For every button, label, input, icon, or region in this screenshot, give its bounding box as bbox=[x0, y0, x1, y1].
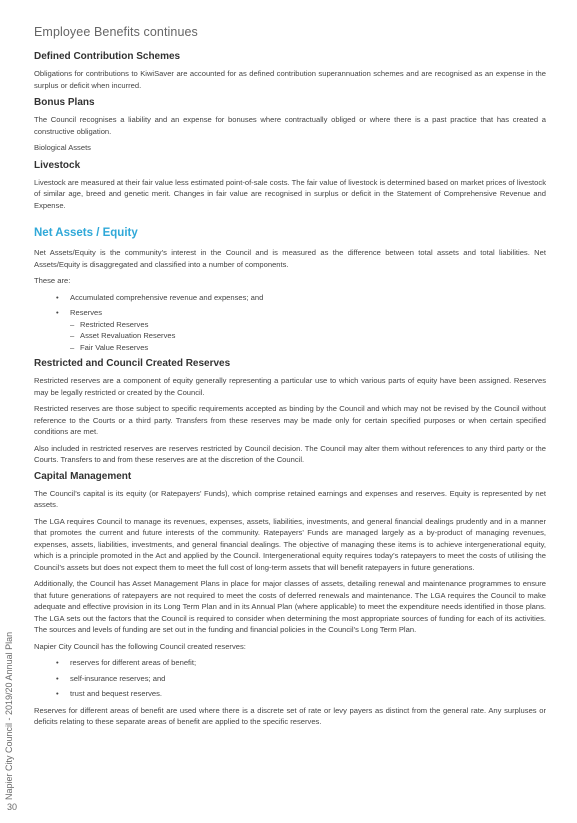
sub-list-item: – Fair Value Reserves bbox=[70, 342, 546, 354]
list-item-label: Reserves bbox=[70, 308, 103, 317]
page-content bbox=[34, 25, 546, 733]
paragraph-capital-2: The LGA requires Council to manage its revenues, expenses, assets, liabilities, investments, and general financial dealings prudently and in a manner that promotes the current and future interests of the community. Ratepayers’ Funds are managed largely as a by-product of managing revenues, expenses, assets, liabilities, investments, and general financial dealings. The objective of managing these items is to achieve intergenerational equity, which is a principle promoted in the Act and applied by the Council. Intergenerational equity requires today’s ratepayers to meet the costs of utilising the Council’s assets but does not expect them to meet the full cost of long-term assets that will benefit ratepayers in future generations. bbox=[34, 516, 546, 572]
paragraph-restricted-1: Restricted reserves are a component of equity generally representing a particular use to which various parts of equity have been assigned. Reserves may be legally restricted or created by the Council. bbox=[34, 376, 546, 397]
paragraph-restricted-2: Restricted reserves are those subject to specific requirements accepted as binding by the Council and which may not be revised by the Council without reference to the Courts or a third party. Transfers from these reserves may be made only for certain specified purposes or when certain specified conditions are met. bbox=[34, 404, 546, 436]
paragraph-bonus-plans: The Council recognises a liability and an expense for bonuses where contractually obliged or where there is a past practice that has created a constructive obligation. bbox=[34, 115, 546, 136]
list-item: • reserves for different areas of benefit; bbox=[56, 657, 546, 669]
heading-defined-contribution: Defined Contribution Schemes bbox=[34, 51, 181, 62]
paragraph-restricted-3: Also included in restricted reserves are reserves restricted by Council decision. The Council may alter them without references to any third party or the Courts. Transfers to and from these reserves are at the discretion of the Council. bbox=[34, 443, 546, 464]
running-head: Employee Benefits continues bbox=[34, 25, 198, 39]
paragraph-capital-4: Napier City Council has the following Council created reserves: bbox=[34, 641, 246, 651]
list-item: • self-insurance reserves; and bbox=[56, 673, 546, 685]
heading-capital-management: Capital Management bbox=[34, 470, 132, 482]
document-side-label: Napier City Council - 2019/20 Annual Plan bbox=[4, 631, 14, 800]
paragraph-defined-contribution: Obligations for contributions to KiwiSaver are accounted for as defined contribution superannuation schemes and are recognised as an expense in the surplus or deficit when incurred. bbox=[34, 69, 546, 90]
council-reserves-list bbox=[56, 657, 546, 700]
sub-list-item: – Restricted Reserves bbox=[70, 319, 546, 331]
label-biological-assets: Biological Assets bbox=[34, 143, 91, 152]
reserves-sublist bbox=[70, 319, 546, 354]
list-item bbox=[56, 307, 546, 353]
paragraph-capital-5: Reserves for different areas of benefit are used where there is a discrete set of rate or levy payers as distinct from the general rate. Any surpluses or deficits relating to these separate areas of benefit are applied to the specific reserves. bbox=[34, 705, 546, 726]
heading-net-assets: Net Assets / Equity bbox=[34, 227, 138, 239]
heading-bonus-plans: Bonus Plans bbox=[34, 97, 95, 108]
list-item: • Accumulated comprehensive revenue and expenses; and bbox=[56, 292, 546, 304]
heading-restricted-reserves: Restricted and Council Created Reserves bbox=[34, 358, 231, 369]
net-assets-list bbox=[56, 292, 546, 354]
page-number: 30 bbox=[7, 802, 18, 812]
heading-livestock: Livestock bbox=[34, 159, 81, 171]
list-item: • trust and bequest reserves. bbox=[56, 688, 546, 700]
paragraph-net-assets: Net Assets/Equity is the community’s interest in the Council and is measured as the difference between total assets and total liabilities. Net Assets/Equity is disaggregated and classified into a number of components. bbox=[34, 248, 546, 269]
paragraph-livestock: Livestock are measured at their fair value less estimated point-of-sale costs. The fair value of livestock is determined based on market prices of livestock of similar age, breed and genetic merit. Changes in fair value are recognised in surplus or deficit in the Statement of Comprehensive Revenue and Expense. bbox=[34, 177, 546, 210]
paragraph-capital-3: Additionally, the Council has Asset Management Plans in place for major classes of assets, detailing renewal and maintenance programmes to ensure that future generations of ratepayers are not required to meet the costs of deferred renewals and maintenance. The LGA requires the Council to make adequate and effective provision in its Long Term Plan and in its Annual Plan (where applicable) to meet the expenditure needs identified in those plans. The LGA sets out the factors that the Council is required to consider when determining the most appropriate sources of funding for each of its activities. The sources and levels of funding are set out in the funding and financial policies in the Council’s Long Term Plan. bbox=[34, 579, 546, 634]
sub-list-item: – Asset Revaluation Reserves bbox=[70, 330, 546, 342]
paragraph-these-are: These are: bbox=[34, 276, 71, 285]
paragraph-capital-1: The Council’s capital is its equity (or Ratepayers’ Funds), which comprise retained earnings and expenses and reserves. Equity is represented by net assets. bbox=[34, 488, 546, 509]
